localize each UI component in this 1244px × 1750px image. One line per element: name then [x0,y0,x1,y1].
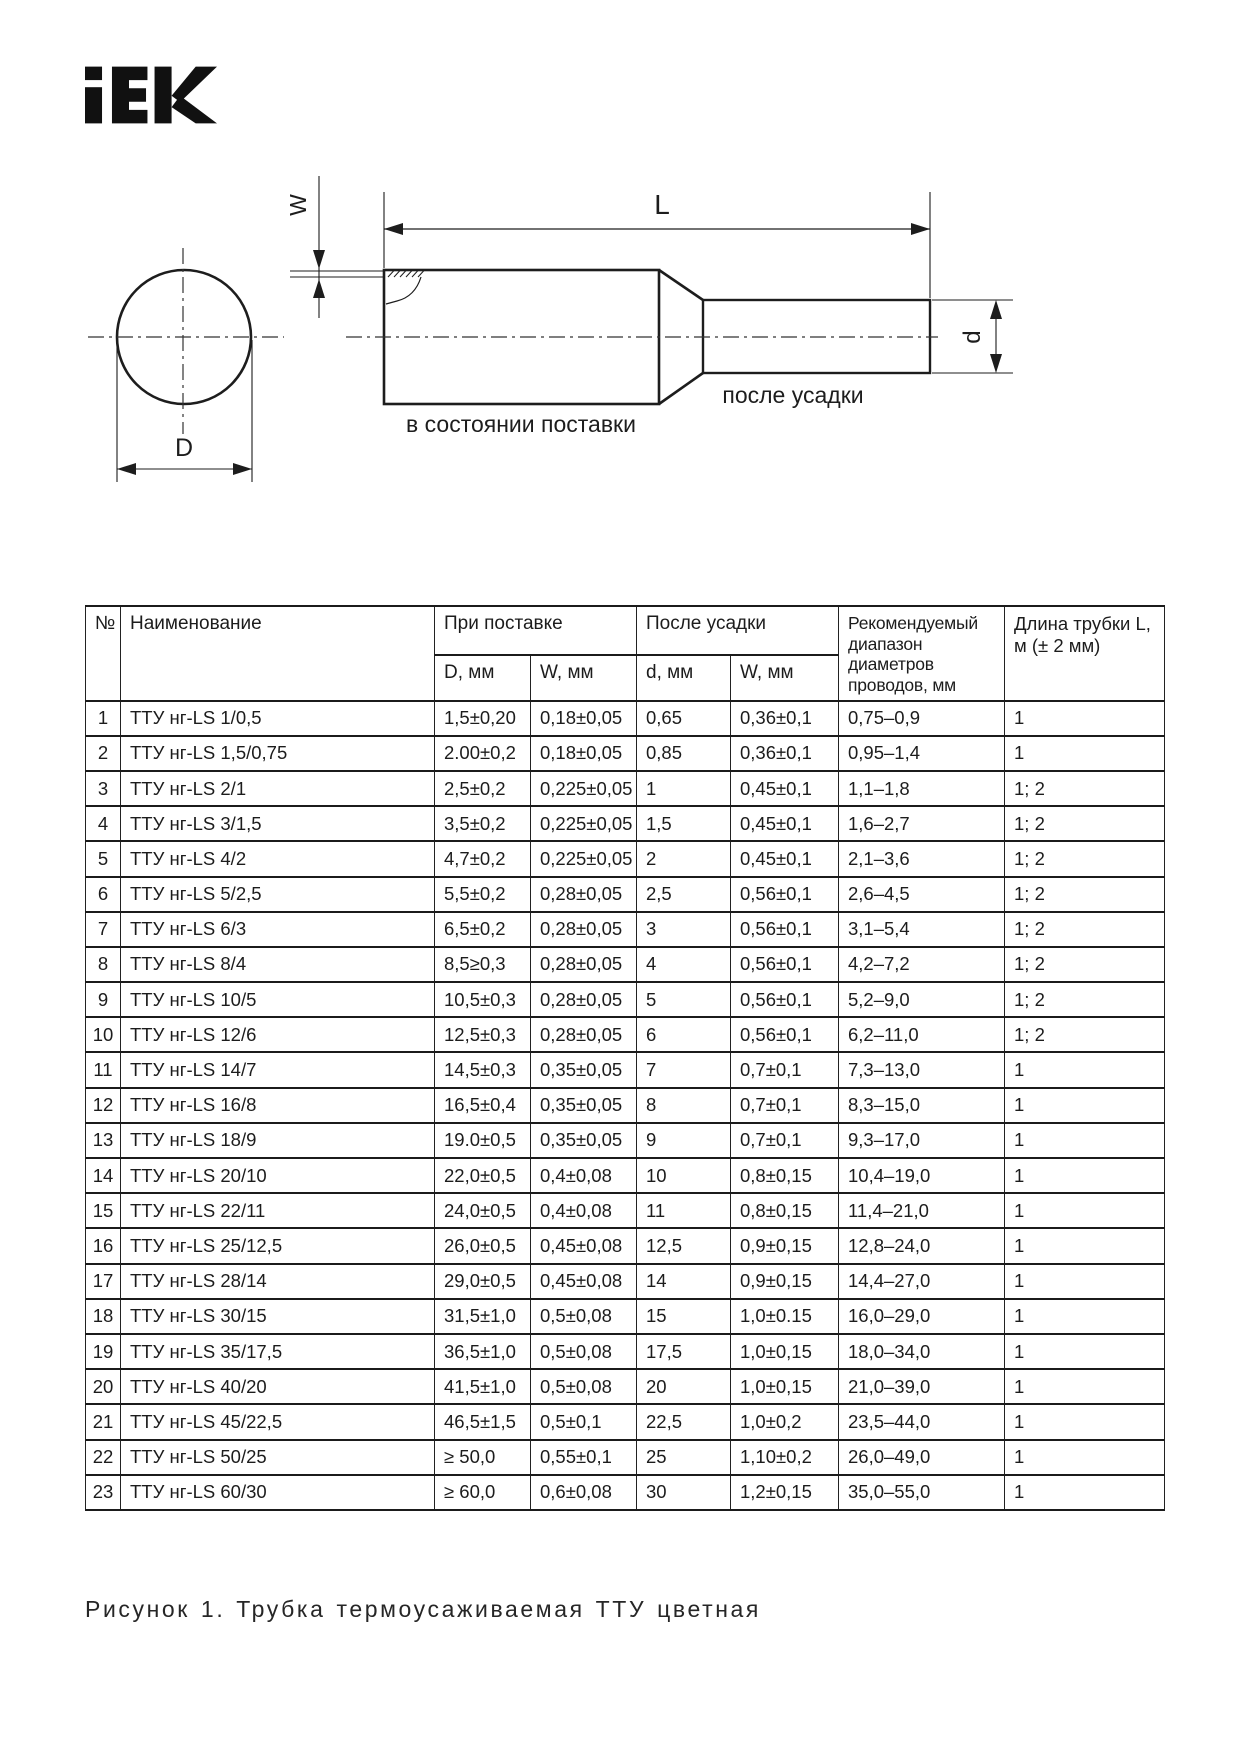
header-tube-length: Длина трубки L, м (± 2 мм) [1005,606,1165,701]
table-row [86,1193,1165,1228]
table-cell: 5,5±0,2 [435,877,531,912]
table-row [86,1088,1165,1123]
table-cell: 15 [637,1299,731,1334]
table-cell: 0,4±0,08 [531,1158,637,1193]
table-cell: 1,2±0,15 [731,1475,839,1510]
table-cell: 1,10±0,2 [731,1440,839,1475]
logo-e [112,67,147,124]
table-cell: 24,0±0,5 [435,1193,531,1228]
table-cell: 14,4–27,0 [839,1264,1005,1299]
table-cell: 2,1–3,6 [839,841,1005,876]
table-cell: 14 [637,1264,731,1299]
table-cell: 21,0–39,0 [839,1369,1005,1404]
table-cell: 16,0–29,0 [839,1299,1005,1334]
table-cell: 0,75–0,9 [839,701,1005,736]
label-L: L [654,189,670,220]
table-cell: 0,8±0,15 [731,1158,839,1193]
table-cell: 0,35±0,05 [531,1052,637,1087]
table-cell: 1; 2 [1005,947,1165,982]
table-cell: 6,2–11,0 [839,1017,1005,1052]
table-cell: 41,5±1,0 [435,1369,531,1404]
logo-k-upper-arm [172,67,217,102]
table-cell: 0,5±0,1 [531,1404,637,1439]
table-cell: ТТУ нг-LS 1,5/0,75 [121,736,435,771]
table-cell: 1; 2 [1005,1017,1165,1052]
label-supply-state: в состоянии поставки [406,411,636,437]
table-cell: 0,28±0,05 [531,982,637,1017]
table-cell: 0,6±0,08 [531,1475,637,1510]
table-cell: ТТУ нг-LS 40/20 [121,1369,435,1404]
cell-num: 15 [86,1193,121,1228]
cell-num: 13 [86,1123,121,1158]
table-cell: 0,85 [637,736,731,771]
cell-num: 1 [86,701,121,736]
cell-num: 19 [86,1334,121,1369]
arrowhead-down-icon [990,354,1002,373]
table-cell: 1; 2 [1005,841,1165,876]
table-cell: 0,18±0,05 [531,736,637,771]
table-cell: 0,55±0,1 [531,1440,637,1475]
table-header [86,606,1165,701]
table-cell: 30 [637,1475,731,1510]
table-cell: 4,7±0,2 [435,841,531,876]
table-cell: 8 [637,1088,731,1123]
table-cell: 0,225±0,05 [531,806,637,841]
table-row [86,771,1165,806]
table-row [86,1369,1165,1404]
table-cell: 1,0±0.15 [731,1299,839,1334]
table-row [86,841,1165,876]
table-cell: 1 [1005,1475,1165,1510]
table-cell: ТТУ нг-LS 3/1,5 [121,806,435,841]
table-cell: 0,56±0,1 [731,982,839,1017]
technical-drawing [0,150,1244,510]
cell-num: 20 [86,1369,121,1404]
table-cell: 4 [637,947,731,982]
table-cell: 1,6–2,7 [839,806,1005,841]
label-after-shrink: после усадки [722,382,864,408]
table-cell: 0,28±0,05 [531,947,637,982]
table-row [86,1052,1165,1087]
table-cell: 10 [637,1158,731,1193]
label-d: d [959,330,986,344]
table-cell: 0,225±0,05 [531,841,637,876]
table-cell: ≥ 50,0 [435,1440,531,1475]
table-cell: 0,7±0,1 [731,1052,839,1087]
table-cell: ТТУ нг-LS 10/5 [121,982,435,1017]
table-row [86,1123,1165,1158]
table-cell: 1; 2 [1005,982,1165,1017]
table-cell: 1,5±0,20 [435,701,531,736]
table-cell: ТТУ нг-LS 50/25 [121,1440,435,1475]
table-row [86,1158,1165,1193]
table-cell: 6 [637,1017,731,1052]
table-row [86,1264,1165,1299]
cell-num: 8 [86,947,121,982]
table-cell: 0,56±0,1 [731,877,839,912]
table-cell: 1,1–1,8 [839,771,1005,806]
table-cell: 4,2–7,2 [839,947,1005,982]
table-cell: 25 [637,1440,731,1475]
table-cell: 2,6–4,5 [839,877,1005,912]
table-cell: 1 [1005,1404,1165,1439]
table-cell: 0,56±0,1 [731,1017,839,1052]
table-cell: ТТУ нг-LS 8/4 [121,947,435,982]
cell-num: 10 [86,1017,121,1052]
iek-logo-icon [85,56,217,134]
cell-num: 2 [86,736,121,771]
cell-num: 18 [86,1299,121,1334]
header-num: № [86,606,121,701]
table-cell: 2.00±0,2 [435,736,531,771]
table-cell: 1,0±0,15 [731,1334,839,1369]
table-cell: 29,0±0,5 [435,1264,531,1299]
arrowhead-left-icon [117,463,136,475]
table-cell: 0,56±0,1 [731,947,839,982]
table-cell: 2,5±0,2 [435,771,531,806]
table-row [86,1440,1165,1475]
table-cell: 0,45±0,1 [731,771,839,806]
logo-i-stem [85,87,102,123]
table-cell: ТТУ нг-LS 6/3 [121,912,435,947]
table-cell: 0,45±0,1 [731,806,839,841]
spec-table [85,605,1165,1511]
cell-num: 14 [86,1158,121,1193]
header-at-supply: При поставке [435,606,637,655]
table-cell: 46,5±1,5 [435,1404,531,1439]
table-cell: 10,5±0,3 [435,982,531,1017]
table-cell: 0,4±0,08 [531,1193,637,1228]
label-D: D [174,434,194,462]
table-body [86,701,1165,1510]
table-cell: 1 [1005,701,1165,736]
table-row [86,1404,1165,1439]
table-cell: 0,28±0,05 [531,912,637,947]
cell-num: 17 [86,1264,121,1299]
table-cell: 1 [637,771,731,806]
table-cell: 1; 2 [1005,806,1165,841]
table-cell: 0,28±0,05 [531,1017,637,1052]
table-cell: 1 [1005,1299,1165,1334]
table-cell: 0,56±0,1 [731,912,839,947]
arrowhead-down-icon [313,250,325,269]
table-cell: 9,3–17,0 [839,1123,1005,1158]
table-cell: 2,5 [637,877,731,912]
table-cell: 1,0±0,15 [731,1369,839,1404]
cell-num: 22 [86,1440,121,1475]
arrowhead-up-icon [313,279,325,298]
table-cell: ТТУ нг-LS 35/17,5 [121,1334,435,1369]
table-cell: 10,4–19,0 [839,1158,1005,1193]
table-cell: 5,2–9,0 [839,982,1005,1017]
arrowhead-right-icon [233,463,252,475]
table-cell: 1 [1005,1228,1165,1263]
table-cell: ТТУ нг-LS 12/6 [121,1017,435,1052]
table-cell: 8,3–15,0 [839,1088,1005,1123]
table-cell: 18,0–34,0 [839,1334,1005,1369]
table-cell: 0,9±0,15 [731,1228,839,1263]
table-cell: ТТУ нг-LS 5/2,5 [121,877,435,912]
table-row [86,1017,1165,1052]
table-cell: 12,5 [637,1228,731,1263]
table-cell: ТТУ нг-LS 45/22,5 [121,1404,435,1439]
table-cell: 1; 2 [1005,912,1165,947]
figure-caption: Рисунок 1. Трубка термоусаживаемая ТТУ цветная [85,1596,761,1622]
table-cell: 23,5–44,0 [839,1404,1005,1439]
table-cell: 12,5±0,3 [435,1017,531,1052]
table-cell: 14,5±0,3 [435,1052,531,1087]
header-d-mm: d, мм [637,655,731,701]
table-cell: 1 [1005,1193,1165,1228]
table-cell: 1; 2 [1005,877,1165,912]
header-W1-mm: W, мм [531,655,637,701]
table-row [86,912,1165,947]
table-cell: 1 [1005,1369,1165,1404]
cell-num: 9 [86,982,121,1017]
table-cell: 26,0±0,5 [435,1228,531,1263]
table-row [86,877,1165,912]
cell-num: 23 [86,1475,121,1510]
table-cell: 3,1–5,4 [839,912,1005,947]
table-cell: 17,5 [637,1334,731,1369]
table-cell: 26,0–49,0 [839,1440,1005,1475]
table-row [86,1299,1165,1334]
table-cell: 3,5±0,2 [435,806,531,841]
table-cell: 16,5±0,4 [435,1088,531,1123]
table-cell: 8,5≥0,3 [435,947,531,982]
table-cell: 11,4–21,0 [839,1193,1005,1228]
label-W: W [285,194,311,216]
table-cell: ТТУ нг-LS 30/15 [121,1299,435,1334]
table-cell: 0,5±0,08 [531,1334,637,1369]
table-cell: 3 [637,912,731,947]
table-row [86,736,1165,771]
table-cell: 22,0±0,5 [435,1158,531,1193]
logo-i-dot [85,67,102,80]
table-row [86,1228,1165,1263]
table-cell: ТТУ нг-LS 2/1 [121,771,435,806]
table-cell: ТТУ нг-LS 14/7 [121,1052,435,1087]
transition-bottom [659,373,703,404]
header-W2-mm: W, мм [731,655,839,701]
arrowhead-right-icon [911,223,930,235]
table-cell: ТТУ нг-LS 16/8 [121,1088,435,1123]
table-cell: 5 [637,982,731,1017]
cell-num: 3 [86,771,121,806]
table-cell: ≥ 60,0 [435,1475,531,1510]
table-cell: 0,36±0,1 [731,701,839,736]
header-recommended-range: Рекомендуемый диапазон диаметров проводов, мм [839,606,1005,701]
arrowhead-left-icon [384,223,403,235]
transition-top [659,270,703,300]
table-cell: 1 [1005,1158,1165,1193]
table-cell: ТТУ нг-LS 28/14 [121,1264,435,1299]
table-cell: 7 [637,1052,731,1087]
cell-num: 16 [86,1228,121,1263]
table-cell: 1,0±0,2 [731,1404,839,1439]
table-cell: 0,5±0,08 [531,1369,637,1404]
table-cell: 0,95–1,4 [839,736,1005,771]
header-name: Наименование [121,606,435,701]
table-cell: 1 [1005,1440,1165,1475]
table-cell: 0,35±0,05 [531,1123,637,1158]
table-cell: 2 [637,841,731,876]
cell-num: 21 [86,1404,121,1439]
table-cell: 0,225±0,05 [531,771,637,806]
cell-num: 12 [86,1088,121,1123]
table-cell: 12,8–24,0 [839,1228,1005,1263]
table-cell: 1 [1005,1334,1165,1369]
table-cell: 0,45±0,1 [731,841,839,876]
table-cell: 0,8±0,15 [731,1193,839,1228]
table-row [86,701,1165,736]
table-cell: 0,18±0,05 [531,701,637,736]
table-cell: 1,5 [637,806,731,841]
table-cell: ТТУ нг-LS 18/9 [121,1123,435,1158]
header-D-mm: D, мм [435,655,531,701]
table-cell: 0,45±0,08 [531,1228,637,1263]
table-cell: 19.0±0,5 [435,1123,531,1158]
table-cell: 1 [1005,1088,1165,1123]
logo-k-lower-arm [172,96,217,124]
table-cell: ТТУ нг-LS 1/0,5 [121,701,435,736]
table-cell: 0,45±0,08 [531,1264,637,1299]
cell-num: 6 [86,877,121,912]
table-cell: 1 [1005,1264,1165,1299]
table-cell: 6,5±0,2 [435,912,531,947]
table-cell: 1 [1005,1052,1165,1087]
table-cell: ТТУ нг-LS 22/11 [121,1193,435,1228]
logo-k-stem [155,67,172,124]
table-cell: 0,65 [637,701,731,736]
table-cell: 0,36±0,1 [731,736,839,771]
table-row [86,1334,1165,1369]
table-cell: 22,5 [637,1404,731,1439]
table-row [86,947,1165,982]
table-cell: 0,5±0,08 [531,1299,637,1334]
table-cell: 20 [637,1369,731,1404]
cell-num: 4 [86,806,121,841]
header-after-shrink: После усадки [637,606,839,655]
table-cell: 0,9±0,15 [731,1264,839,1299]
table-cell: 7,3–13,0 [839,1052,1005,1087]
table-row [86,982,1165,1017]
table-cell: 0,35±0,05 [531,1088,637,1123]
table-cell: 35,0–55,0 [839,1475,1005,1510]
table-cell: ТТУ нг-LS 4/2 [121,841,435,876]
cell-num: 5 [86,841,121,876]
table-cell: 11 [637,1193,731,1228]
table-cell: 1; 2 [1005,771,1165,806]
table-row [86,1475,1165,1510]
table-row [86,806,1165,841]
table-cell: 36,5±1,0 [435,1334,531,1369]
cell-num: 7 [86,912,121,947]
table-cell: 0,7±0,1 [731,1123,839,1158]
arrowhead-up-icon [990,300,1002,319]
table-cell: ТТУ нг-LS 20/10 [121,1158,435,1193]
table-cell: 1 [1005,1123,1165,1158]
table-cell: 0,7±0,1 [731,1088,839,1123]
table-cell: 31,5±1,0 [435,1299,531,1334]
table-cell: 9 [637,1123,731,1158]
table-cell: ТТУ нг-LS 25/12,5 [121,1228,435,1263]
table-cell: 0,28±0,05 [531,877,637,912]
cell-num: 11 [86,1052,121,1087]
table-cell: 1 [1005,736,1165,771]
table-cell: ТТУ нг-LS 60/30 [121,1475,435,1510]
